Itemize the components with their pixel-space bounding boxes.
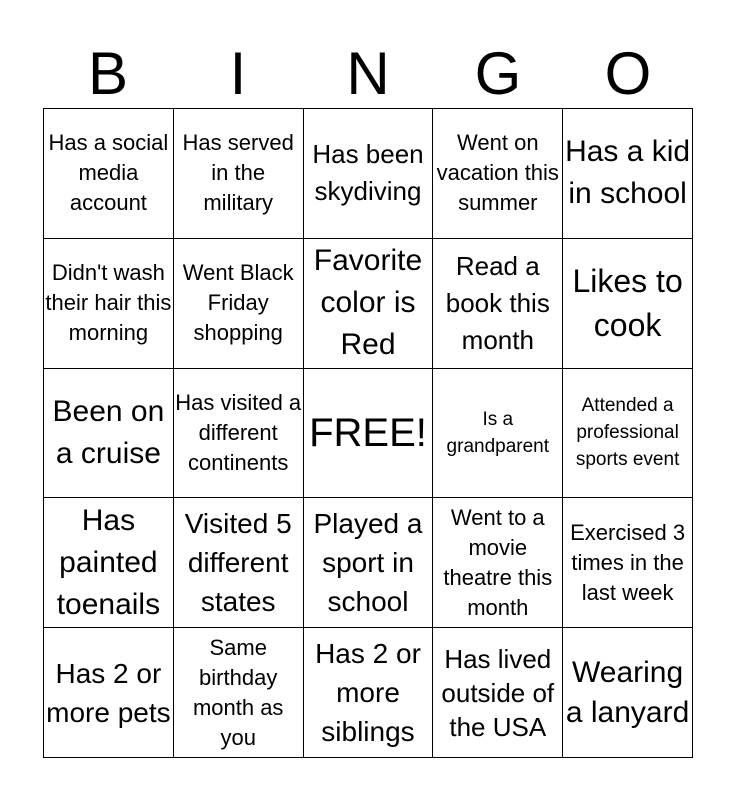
free-space-cell[interactable] <box>304 369 434 499</box>
cell-text: Has 2 or more pets <box>46 657 171 728</box>
cell-text: Has been skydiving <box>312 139 424 207</box>
cell-text: Has lived outside of the USA <box>441 643 555 742</box>
bingo-header <box>43 40 693 108</box>
cell-text: Went on vacation this summer <box>436 130 559 216</box>
header-letter-i: I <box>229 40 247 107</box>
cell-text: Visited 5 different states <box>184 508 292 618</box>
bingo-cell[interactable] <box>304 498 434 628</box>
cell-text: Is a grandparent <box>446 408 550 457</box>
bingo-cell[interactable] <box>44 498 174 628</box>
bingo-cell[interactable] <box>174 239 304 369</box>
header-letter-g: G <box>474 40 522 107</box>
bingo-cell[interactable] <box>304 239 434 369</box>
bingo-cell[interactable] <box>44 239 174 369</box>
bingo-cell[interactable] <box>433 498 563 628</box>
bingo-cell[interactable] <box>563 369 693 499</box>
header-letter-o: O <box>604 40 652 107</box>
cell-text: Has a kid in school <box>565 135 691 211</box>
cell-text: Read a book this month <box>445 250 550 355</box>
header-letter-b: B <box>87 40 129 107</box>
cell-text: Has served in the military <box>182 130 294 216</box>
bingo-cell[interactable] <box>433 109 563 239</box>
bingo-cell[interactable] <box>304 628 434 758</box>
bingo-cell[interactable] <box>563 239 693 369</box>
bingo-cell[interactable] <box>174 109 304 239</box>
cell-text: Likes to cook <box>572 263 683 344</box>
bingo-cell[interactable] <box>563 498 693 628</box>
bingo-cell[interactable] <box>44 109 174 239</box>
cell-text: Has a social media account <box>48 130 169 216</box>
bingo-cell[interactable] <box>563 109 693 239</box>
bingo-cell[interactable] <box>433 239 563 369</box>
cell-text: Has visited a different continents <box>175 389 302 475</box>
cell-text: FREE! <box>309 410 427 455</box>
bingo-cell[interactable] <box>174 498 304 628</box>
cell-text: Exercised 3 times in the last week <box>570 519 686 605</box>
bingo-cell[interactable] <box>44 628 174 758</box>
bingo-cell[interactable] <box>174 369 304 499</box>
bingo-cell[interactable] <box>433 369 563 499</box>
cell-text: Didn't wash their hair this morning <box>45 260 172 346</box>
cell-text: Been on a cruise <box>52 394 165 470</box>
cell-text: Same birthday month as you <box>192 634 284 750</box>
bingo-cell[interactable] <box>563 628 693 758</box>
cell-text: Played a sport in school <box>313 508 423 618</box>
cell-text: Has 2 or more siblings <box>315 638 421 748</box>
header-letter-n: N <box>346 40 390 107</box>
cell-text: Favorite color is Red <box>313 244 423 362</box>
cell-text: Went Black Friday shopping <box>182 260 294 346</box>
cell-text: Has painted toenails <box>56 503 161 621</box>
cell-text: Went to a movie theatre this month <box>443 504 553 620</box>
bingo-grid <box>43 108 693 758</box>
bingo-cell[interactable] <box>44 369 174 499</box>
cell-text: Wearing a lanyard <box>565 655 690 729</box>
bingo-cell[interactable] <box>174 628 304 758</box>
bingo-cell[interactable] <box>304 109 434 239</box>
bingo-cell[interactable] <box>433 628 563 758</box>
cell-text: Attended a professional sports event <box>575 395 680 471</box>
